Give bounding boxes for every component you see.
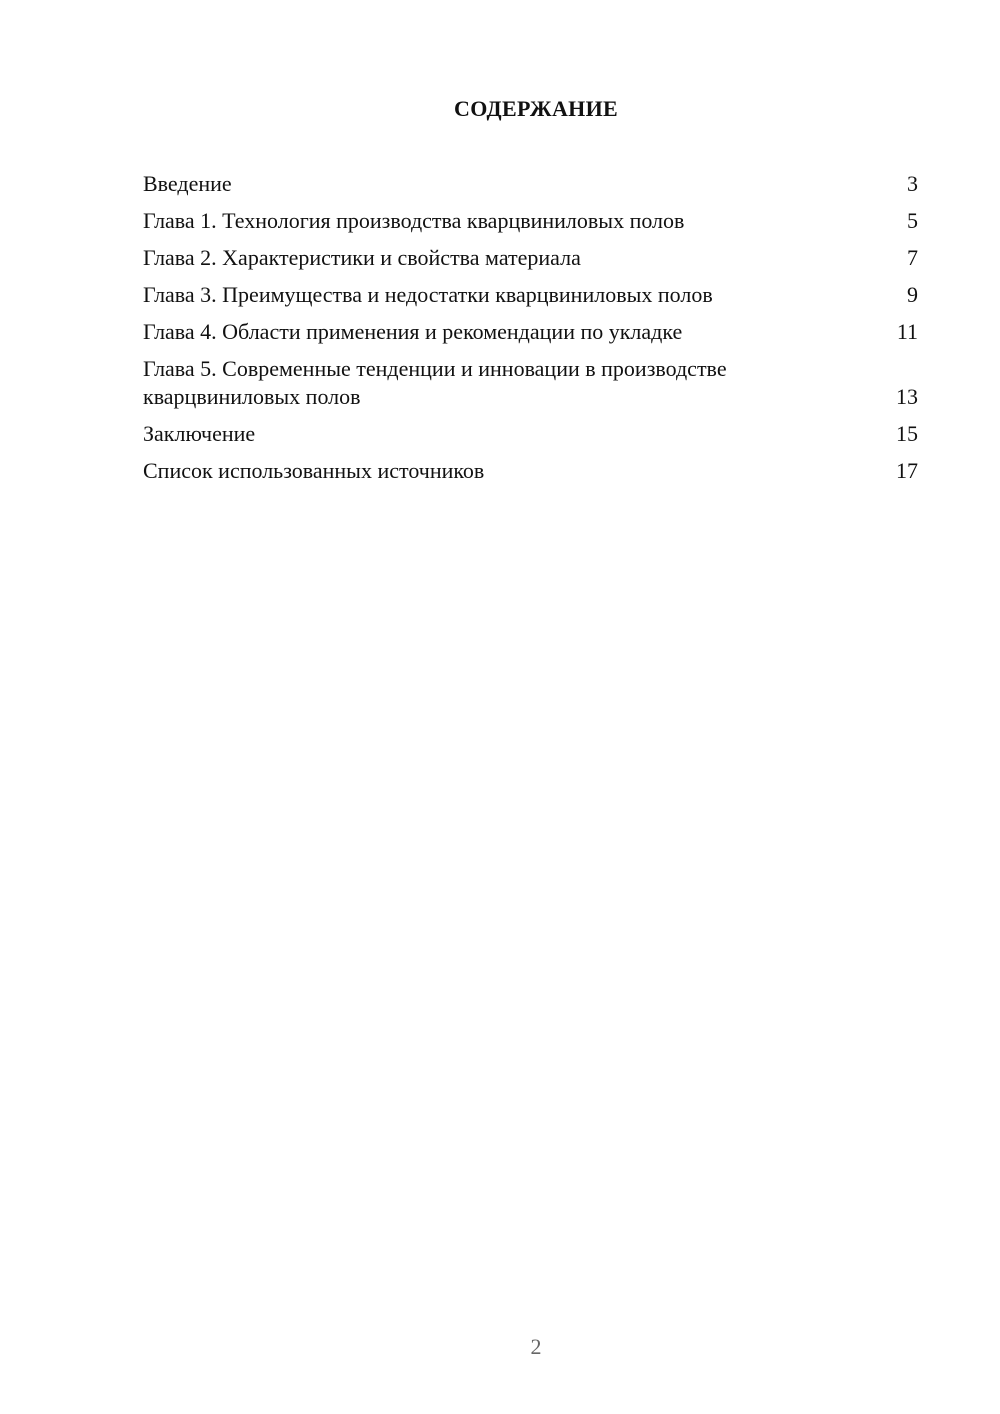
page-title: СОДЕРЖАНИЕ [454,96,618,121]
toc-entry-page: 9 [907,282,918,307]
toc-entry-page: 11 [896,319,918,344]
toc-entry-introduction [143,170,918,198]
toc-entry-chapter-3 [143,281,918,309]
toc-entry-title: Глава 2. Характеристики и свойства материала [143,245,581,270]
table-of-contents [143,170,918,494]
toc-entry-page: 5 [907,208,918,233]
toc-entry-page: 13 [896,384,918,409]
toc-entry-page: 7 [907,245,918,270]
toc-entry-chapter-1 [143,207,918,235]
toc-entry-title: Глава 4. Области применения и рекомендации по укладке [143,319,683,344]
toc-entry-page: 17 [896,458,918,483]
toc-entry-title: Глава 1. Технология производства кварцвиниловых полов [143,208,685,233]
toc-entry-title: Список использованных источников [143,458,485,483]
toc-entry-title: Глава 5. Современные тенденции и инновации в производстве кварцвиниловых полов [143,356,727,409]
toc-entry-chapter-2 [143,244,918,272]
toc-entry-title: Введение [143,171,232,196]
toc-entry-title: Заключение [143,421,256,446]
toc-entry-title: Глава 3. Преимущества и недостатки кварцвиниловых полов [143,282,713,307]
toc-entry-references [143,457,918,485]
toc-entry-chapter-5 [143,355,918,411]
toc-entry-page: 3 [907,171,918,196]
toc-entry-chapter-4 [143,318,918,346]
page-number: 2 [530,1334,542,1359]
toc-entry-page: 15 [896,421,918,446]
toc-entry-conclusion [143,420,918,448]
